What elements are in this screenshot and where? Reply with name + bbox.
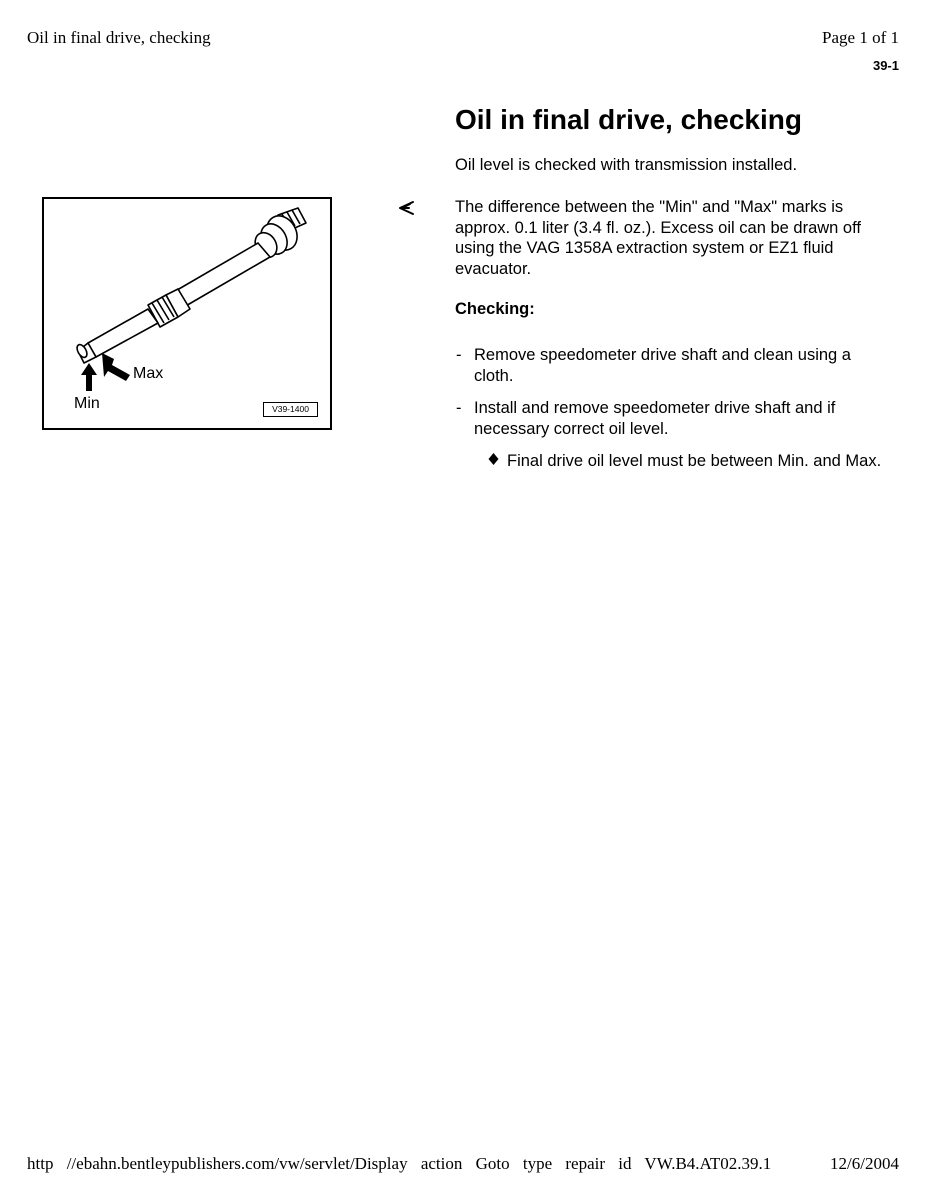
header-title: Oil in final drive, checking	[27, 28, 211, 47]
min-label: Min	[74, 395, 100, 412]
max-label: Max	[133, 365, 164, 382]
figure-code: V39-1400	[263, 402, 318, 417]
intro-text: Oil level is checked with transmission installed.	[455, 156, 798, 174]
step-marker: -	[456, 399, 462, 417]
reference-number: 39-1	[872, 58, 899, 73]
note-paragraph: The difference between the "Min" and "Max" marks is approx. 0.1 liter (3.4 fl. oz.). Excess oil can be drawn off using the VAG 1358A extraction system or EZ1 fluid evacuator.	[455, 198, 861, 278]
shaft-illustration	[44, 199, 330, 428]
shaft-figure	[42, 197, 332, 430]
footer-date: 12/6/2004	[830, 1154, 899, 1173]
step-item	[456, 398, 886, 439]
diamond-bullet-icon	[488, 453, 499, 465]
sub-bullet-text: Final drive oil level must be between Min. and Max.	[507, 452, 882, 470]
checking-heading: Checking:	[455, 300, 535, 318]
step-text: Remove speedometer drive shaft and clean using a cloth.	[474, 346, 851, 385]
footer-url: http //ebahn.bentleypublishers.com/vw/servlet/Display action Goto type repair id VW.B4.AT02.39.1	[27, 1154, 772, 1173]
page-indicator: Page 1 of 1	[822, 28, 899, 47]
step-marker: -	[456, 346, 462, 364]
step-text: Install and remove speedometer drive shaft and if necessary correct oil level.	[474, 399, 836, 438]
sub-bullet-item	[488, 451, 888, 472]
pointer-arrow-icon	[398, 200, 416, 216]
step-item	[456, 345, 886, 386]
page-title: Oil in final drive, checking	[455, 104, 802, 135]
